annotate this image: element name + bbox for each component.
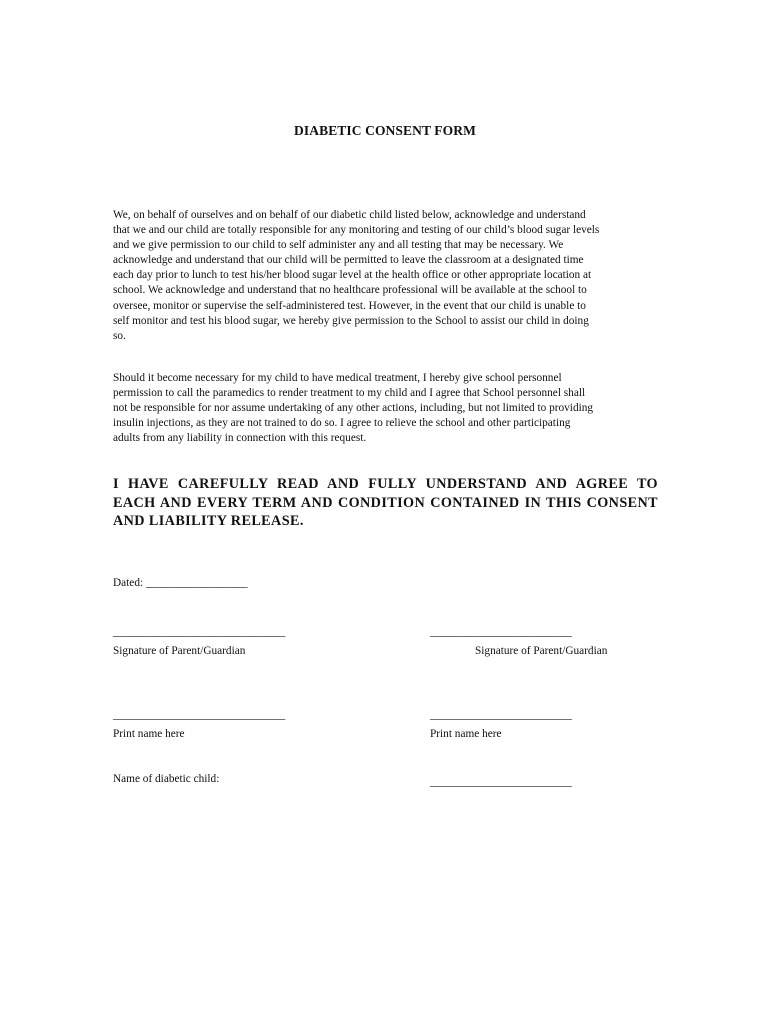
paragraph-medical-treatment — [113, 371, 658, 446]
paragraph-line: that we and our child are totally responsible for any monitoring and testing of our child’s blood sugar levels — [113, 224, 600, 237]
print-name-label-left: Print name here — [113, 728, 185, 740]
signature-line-right[interactable]: ____________________________ — [430, 626, 572, 638]
print-name-line-right[interactable]: ____________________________ — [430, 709, 572, 721]
paragraph-line: school. We acknowledge and understand that no healthcare professional will be available at the school to — [113, 284, 587, 297]
paragraph-responsibility — [113, 208, 658, 344]
print-name-line-left[interactable]: __________________________________ — [113, 709, 285, 721]
paragraph-line: each day prior to lunch to test his/her blood sugar level at the health office or other appropriate location at — [113, 269, 592, 282]
agreement-statement: I HAVE CAREFULLY READ AND FULLY UNDERSTAND AND AGREE TO EACH AND EVERY TERM AND CONDITION CONTAINED IN THIS CONSENT AND LIABILITY RELEASE. — [113, 476, 658, 529]
paragraph-line: so. — [113, 329, 126, 342]
dated-field[interactable] — [113, 577, 247, 589]
signature-label-right: Signature of Parent/Guardian — [475, 645, 608, 657]
paragraph-line: insulin injections, as they are not trained to do so. I agree to relieve the school and other participating — [113, 417, 571, 430]
child-name-line[interactable]: ____________________________ — [430, 776, 572, 788]
paragraph-line: adults from any liability in connection with this request. — [113, 432, 367, 445]
child-name-label: Name of diabetic child: — [113, 773, 220, 785]
paragraph-line: self monitor and test his blood sugar, we hereby give permission to the School to assist our child in doing — [113, 314, 589, 327]
paragraph-line: not be responsible for nor assume undertaking of any other actions, including, but not limited to providing — [113, 402, 594, 415]
dated-label: Dated: — [113, 577, 144, 589]
print-name-label-right: Print name here — [430, 728, 502, 740]
signature-label-left: Signature of Parent/Guardian — [113, 645, 246, 657]
paragraph-line: and we give permission to our child to self administer any and all testing that may be necessary. We — [113, 239, 564, 252]
paragraph-line: We, on behalf of ourselves and on behalf of our diabetic child listed below, acknowledge and understand — [113, 209, 586, 221]
paragraph-line: acknowledge and understand that our child will be permitted to leave the classroom at a designated time — [113, 254, 584, 267]
paragraph-line: oversee, monitor or supervise the self-administered test. However, in the event that our child is unable to — [113, 299, 586, 312]
form-title: DIABETIC CONSENT FORM — [294, 123, 476, 138]
paragraph-line: Should it become necessary for my child to have medical treatment, I hereby give school personnel — [113, 372, 562, 384]
paragraph-line: permission to call the paramedics to render treatment to my child and I agree that School personnel shall — [113, 387, 586, 400]
signature-line-left[interactable]: __________________________________ — [113, 626, 285, 638]
dated-blank[interactable]: ____________________ — [145, 577, 247, 589]
